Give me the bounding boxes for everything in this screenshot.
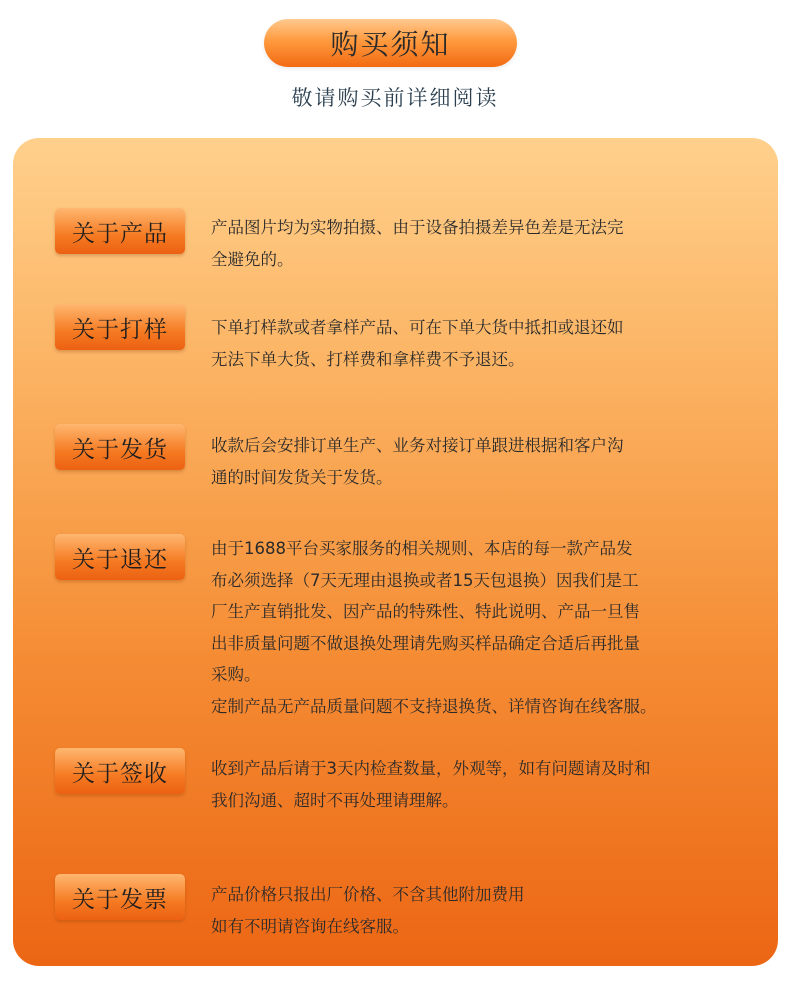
- description-line: 通的时间发货关于发货。: [211, 467, 393, 487]
- section-tag: [55, 874, 185, 920]
- description-line: 收到产品后请于3天内检查数量，外观等，如有问题请及时和: [211, 759, 651, 778]
- section-tag: [55, 424, 185, 470]
- section-tag-label: 关于打样: [72, 316, 168, 343]
- section-tag-label: 关于发货: [72, 436, 168, 463]
- section-tag: [55, 208, 185, 254]
- section-description: [211, 879, 741, 942]
- description-line: 产品价格只报出厂价格、不含其他附加费用: [211, 885, 525, 904]
- description-line: 我们沟通、超时不再处理请理解。: [211, 790, 459, 810]
- section-description: [211, 212, 741, 275]
- section-description: [211, 753, 771, 816]
- section-tag-label: 关于发票: [72, 886, 168, 913]
- section-description: [211, 533, 771, 722]
- description-line: 全避免的。: [211, 249, 294, 269]
- section-tag: [55, 304, 185, 350]
- section-description: [211, 430, 741, 493]
- description-line: 布必须选择（7天无理由退换或者15天包退换）因我们是工: [211, 570, 639, 590]
- description-line: 出非质量问题不做退换处理请先购买样品确定合适后再批量: [211, 633, 640, 653]
- section-tag-label: 关于签收: [72, 760, 168, 787]
- notice-panel: [13, 138, 778, 966]
- description-line: 产品图片均为实物拍摄、由于设备拍摄差异色差是无法完: [211, 218, 624, 237]
- section-tag-label: 关于退还: [72, 546, 168, 573]
- description-line: 无法下单大货、打样费和拿样费不予退还。: [211, 349, 525, 369]
- title-banner: [264, 19, 517, 67]
- description-line: 由于1688平台买家服务的相关规则、本店的每一款产品发: [211, 539, 633, 558]
- description-line: 如有不明请咨询在线客服。: [211, 916, 409, 936]
- section-tag: [55, 748, 185, 794]
- page-title: 购买须知: [330, 28, 451, 61]
- description-line: 采购。: [211, 665, 261, 684]
- section-description: [211, 312, 741, 375]
- description-line: 下单打样款或者拿样产品、可在下单大货中抵扣或退还如: [211, 318, 624, 337]
- description-line: 厂生产直销批发、因产品的特殊性、特此说明、产品一旦售: [211, 602, 640, 621]
- page-subtitle: 敬请购买前详细阅读: [291, 86, 499, 110]
- section-tag: [55, 534, 185, 580]
- description-line: 定制产品无产品质量问题不支持退换货、详情咨询在线客服。: [211, 696, 657, 716]
- section-tag-label: 关于产品: [72, 220, 168, 247]
- description-line: 收款后会安排订单生产、业务对接订单跟进根据和客户沟: [211, 436, 624, 455]
